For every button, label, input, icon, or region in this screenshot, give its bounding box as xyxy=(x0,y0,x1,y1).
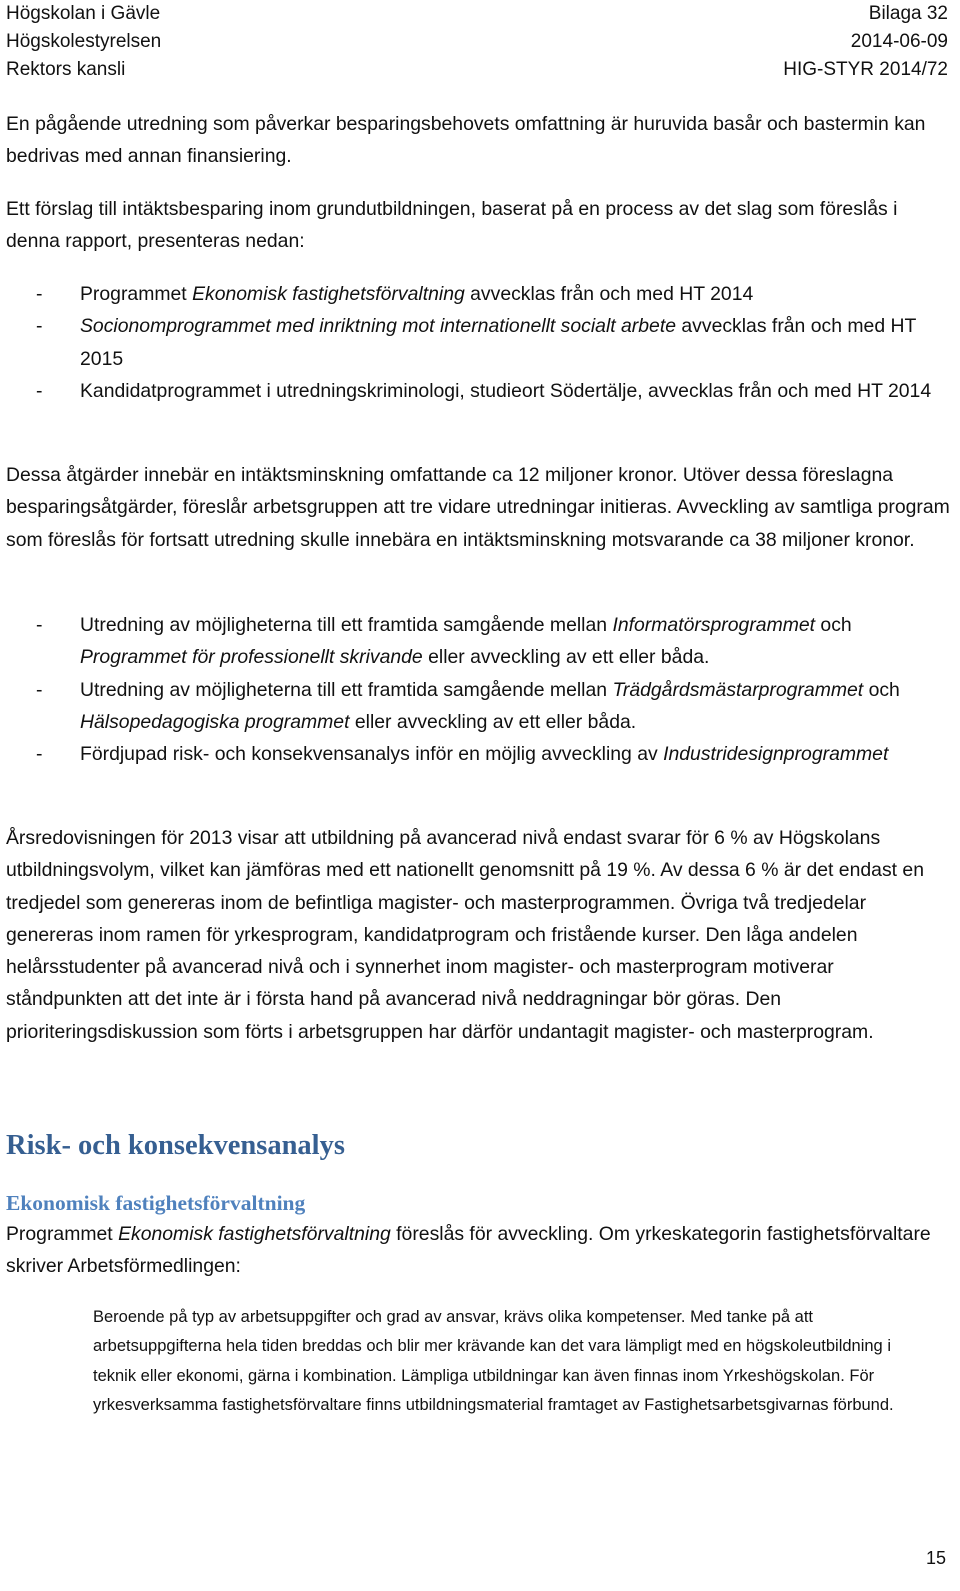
list-item: - Utredning av möjligheterna till ett framtida samgående mellan Informatörsprogrammet och Programmet för professionellt skrivande eller avveckling av ett eller båda. xyxy=(36,614,852,669)
quote-arbetsformedlingen: Beroende på typ av arbetsuppgifter och grad av ansvar, krävs olika kompetenser. Med tanke på att arbetsuppgifterna hela tiden breddas och blir mer krävande kan det vara lämpligt med en högskoleutbildning i teknik eller ekonomi, gärna i kombination. Lämpliga utbildningar kan även finnas inom Yrkeshögskolan. För yrkesverksamma fastighetsförvaltare finns utbildningsmaterial framtaget av Fastighetsarbetsgivarnas förbund. xyxy=(93,1308,894,1414)
header-reference: HIG-STYR 2014/72 xyxy=(783,59,948,80)
page-header xyxy=(6,0,948,84)
paragraph-program: Programmet Ekonomisk fastighetsförvaltning föreslås för avveckling. Om yrkeskategorin fastighetsförvaltare skriver Arbetsförmedlingen: xyxy=(6,1223,931,1278)
header-office: Rektors kansli xyxy=(6,59,126,80)
section-heading: Risk- och konsekvensanalys xyxy=(6,1130,345,1161)
list-item: - Kandidatprogrammet i utredningskriminologi, studieort Södertälje, avvecklas från och med HT 2014 xyxy=(36,379,932,402)
page-number: 15 xyxy=(925,1548,946,1568)
paragraph-proposal: Ett förslag till intäktsbesparing inom grundutbildningen, baserat på en process av det slag som föreslås i denna rapport, presenteras nedan: xyxy=(6,198,898,253)
list-item: - Fördjupad risk- och konsekvensanalys inför en möjlig avveckling av Industridesignprogrammet xyxy=(36,743,889,766)
investigation-list xyxy=(6,609,950,770)
list-item: - Socionomprogrammet med inriktning mot internationellt socialt arbete avvecklas från och med HT 2015 xyxy=(36,315,916,370)
subsection-heading: Ekonomisk fastighetsförvaltning xyxy=(6,1191,306,1215)
list-item: - Utredning av möjligheterna till ett framtida samgående mellan Trädgårdsmästarprogrammet och Hälsopedagogiska programmet eller avveckling av ett eller båda. xyxy=(36,678,900,733)
header-attachment: Bilaga 32 xyxy=(868,3,948,24)
proposal-list xyxy=(6,278,950,407)
paragraph-savings: Dessa åtgärder innebär en intäktsminskning omfattande ca 12 miljoner kronor. Utöver dessa föreslagna besparingsåtgärder, föreslår arbetsgruppen att tre vidare utredningar initieras. Avveckling av samtliga program som föreslås för fortsatt utredning skulle innebära en intäktsminskning motsvarande ca 38 miljoner kronor. xyxy=(6,464,950,551)
paragraph-financing: En pågående utredning som påverkar besparingsbehovets omfattning är huruvida basår och bastermin kan bedrivas med annan finansiering. xyxy=(6,113,926,168)
header-institution: Högskolan i Gävle xyxy=(6,3,161,24)
header-board: Högskolestyrelsen xyxy=(6,31,162,52)
list-item: - Programmet Ekonomisk fastighetsförvaltning avvecklas från och med HT 2014 xyxy=(36,283,754,305)
header-date: 2014-06-09 xyxy=(850,31,948,52)
paragraph-annual-report: Årsredovisningen för 2013 visar att utbildning på avancerad nivå endast svarar för 6 % av Högskolans utbildningsvolym, vilket kan jämföras med ett nationellt genomsnitt på 19 %. Av dessa 6 % är det endast en tredjedel som genereras inom de befintliga magister- och masterprogrammen. Övriga två tredjedelar genereras inom ramen för yrkesprogram, kandidatprogram och fristående kurser. Den låga andelen helårsstudenter på avancerad nivå och i synnerhet inom magister- och masterprogram motiverar ståndpunkten att det inte är i första hand på avancerad nivå neddragningar bör göras. Den prioriteringsdiskussion som förts i arbetsgruppen har därför undantagit magister- och masterprogram. xyxy=(6,827,924,1043)
